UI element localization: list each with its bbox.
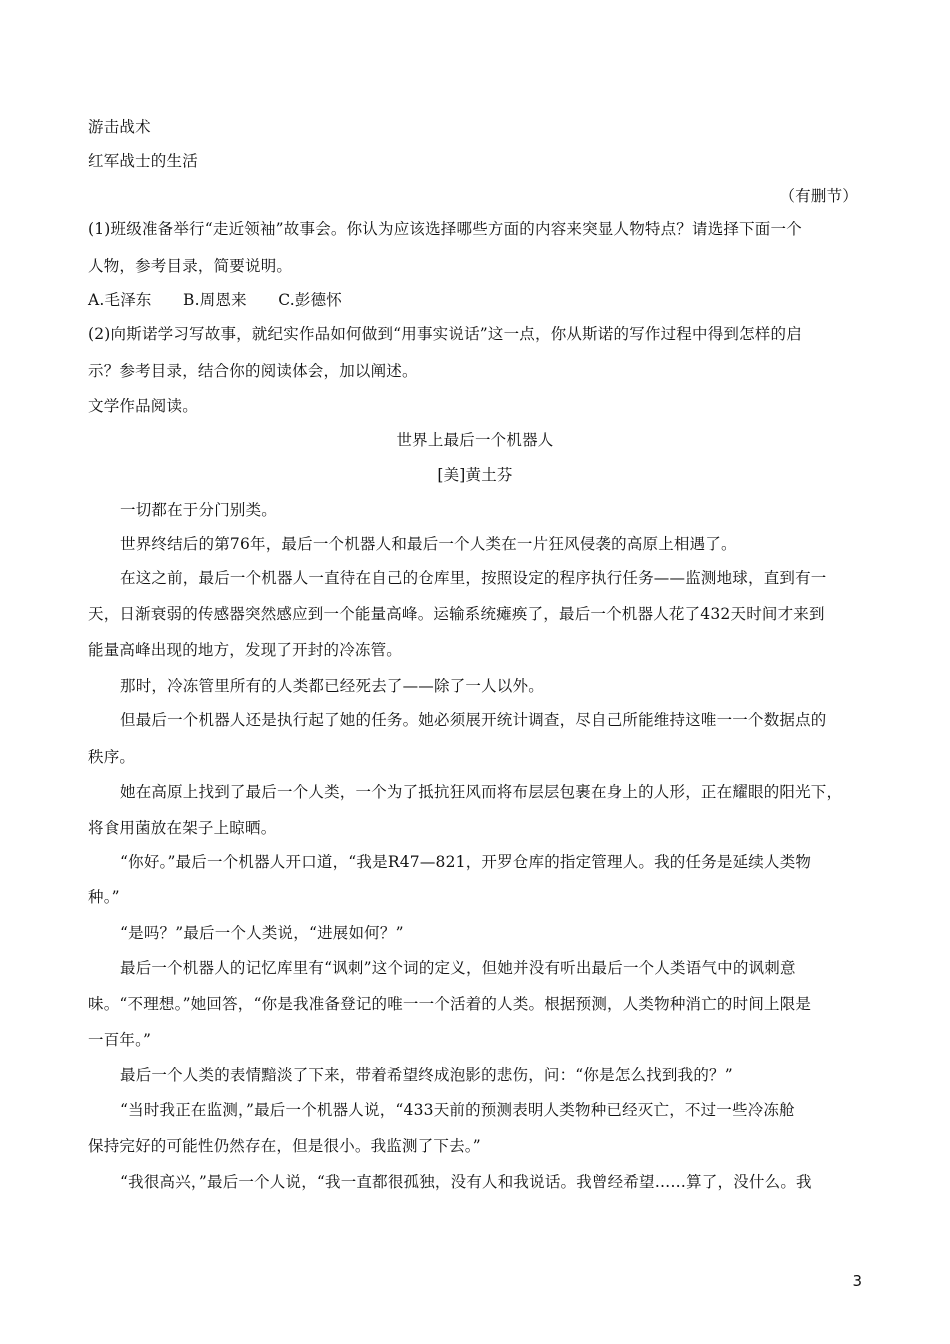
paragraph-line: 她在高原上找到了最后一个人类，一个为了抵抗狂风而将布层层包裹在身上的人形，正在耀眼的阳光下， [120,783,843,801]
page-number: 3 [852,1272,862,1290]
article-author: [美]黄土芬 [437,466,513,484]
paragraph-line: 将食用菌放在架子上晾晒。 [88,819,277,837]
paragraph-line: 一切都在于分门别类。 [120,501,278,519]
question-2-line-2: 示？参考目录，结合你的阅读体会，加以阐述。 [88,362,418,380]
paragraph-line: “当时我正在监测，”最后一个机器人说，“433天前的预测表明人类物种已经灭亡，不过一些冷冻舱 [120,1101,795,1119]
paragraph-line: 能量高峰出现的地方，发现了开封的冷冻管。 [88,641,403,659]
paragraph-line: 味。“不理想。”她回答，“你是我准备登记的唯一一个活着的人类。根据预测，人类物种消亡的时间上限是 [88,995,812,1013]
paragraph-line: 天，日渐衰弱的传感器突然感应到一个能量高峰。运输系统瘫痪了，最后一个机器人花了432天时间才来到 [88,605,825,623]
paragraph-line: “我很高兴，”最后一个人说，“我一直都很孤独，没有人和我说话。我曾经希望……算了，没什么。我 [120,1173,812,1191]
paragraph-line: “你好。”最后一个机器人开口道，“我是R47—821，开罗仓库的指定管理人。我的任务是延续人类物 [120,853,812,871]
question-1-line-1: (1)班级准备举行“走近领袖”故事会。你认为应该选择哪些方面的内容来突显人物特点？请选择下面一个 [88,220,802,238]
paragraph-line: 种。” [88,888,120,906]
paragraph-line: 秩序。 [88,748,136,766]
question-1-line-2: 人物，参考目录，简要说明。 [88,257,293,275]
paragraph-line: 最后一个机器人的记忆库里有“讽刺”这个词的定义，但她并没有听出最后一个人类语气中的讽刺意 [120,959,796,977]
question-1-options: A.毛泽东 B.周恩来 C.彭德怀 [88,291,342,309]
abridged-note: （有删节） [779,187,858,205]
toc-item-red-army-life: 红军战士的生活 [88,152,198,170]
paragraph-line: 在这之前，最后一个机器人一直待在自己的仓库里，按照设定的程序执行任务——监测地球，直到有一 [120,569,827,587]
paragraph-line: 世界终结后的第76年，最后一个机器人和最后一个人类在一片狂风侵袭的高原上相遇了。 [120,535,737,553]
paragraph-line: 最后一个人类的表情黯淡了下来，带着希望终成泡影的悲伤，问：“你是怎么找到我的？” [120,1066,733,1084]
article-title: 世界上最后一个机器人 [396,431,554,449]
paragraph-line: 保持完好的可能性仍然存在，但是很小。我监测了下去。” [88,1137,481,1155]
paragraph-line: 一百年。” [88,1031,152,1049]
paragraph-line: “是吗？”最后一个人类说，“进展如何？” [120,924,404,942]
section-heading: 文学作品阅读。 [88,397,198,415]
question-2-line-1: (2)向斯诺学习写故事，就纪实作品如何做到“用事实说话”这一点，你从斯诺的写作过程中得到怎样的启 [88,325,802,343]
paragraph-line: 但最后一个机器人还是执行起了她的任务。她必须展开统计调查，尽自己所能维持这唯一一个数据点的 [120,711,827,729]
toc-item-guerrilla-tactics: 游击战术 [88,118,151,136]
paragraph-line: 那时，冷冻管里所有的人类都已经死去了——除了一人以外。 [120,677,544,695]
